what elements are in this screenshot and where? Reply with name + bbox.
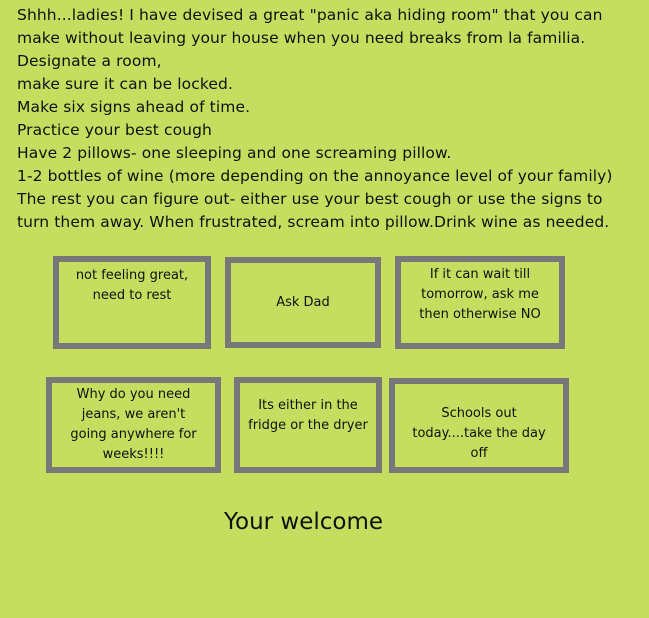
sign-line: Its either in the xyxy=(258,398,358,413)
intro-line: make without leaving your house when you need breaks from la familia. xyxy=(17,29,586,47)
sign-line: fridge or the dryer xyxy=(248,418,368,433)
sign-not-feeling-great xyxy=(53,256,211,349)
sign-line: weeks!!!! xyxy=(102,447,165,462)
sign-line: jeans, we aren't xyxy=(81,407,186,422)
sign-line: tomorrow, ask me xyxy=(421,287,539,302)
sign-line: going anywhere for xyxy=(70,427,197,442)
sign-line: Why do you need xyxy=(76,387,191,402)
sign-schools-out xyxy=(389,378,569,473)
sign-line: off xyxy=(470,446,488,461)
intro-line: turn them away. When frustrated, scream into pillow.Drink wine as needed. xyxy=(17,213,610,231)
intro-text xyxy=(17,4,642,234)
intro-line: Shhh...ladies! I have devised a great "panic aka hiding room" that you can xyxy=(17,6,603,24)
sign-line: If it can wait till xyxy=(429,267,531,282)
sign-line: Ask Dad xyxy=(276,294,330,310)
sign-wait-till-tomorrow xyxy=(395,256,565,349)
sign-line: Schools out xyxy=(441,406,517,421)
closing-text: Your welcome xyxy=(224,509,384,535)
intro-line: make sure it can be locked. xyxy=(17,75,233,93)
intro-line: Practice your best cough xyxy=(17,121,212,139)
intro-line: Make six signs ahead of time. xyxy=(17,98,251,116)
sign-line: then otherwise NO xyxy=(419,307,541,322)
sign-why-need-jeans xyxy=(46,377,221,473)
sign-line: today....take the day xyxy=(412,426,546,441)
sign-line: not feeling great, xyxy=(75,268,189,283)
intro-line: Designate a room, xyxy=(17,52,162,70)
sign-fridge-or-dryer xyxy=(234,377,382,473)
sign-ask-dad xyxy=(225,257,381,348)
intro-line: The rest you can figure out- either use your best cough or use the signs to xyxy=(17,190,603,208)
intro-line: Have 2 pillows- one sleeping and one screaming pillow. xyxy=(17,144,452,162)
sign-line: need to rest xyxy=(92,288,172,303)
intro-line: 1-2 bottles of wine (more depending on the annoyance level of your family) xyxy=(17,167,613,185)
